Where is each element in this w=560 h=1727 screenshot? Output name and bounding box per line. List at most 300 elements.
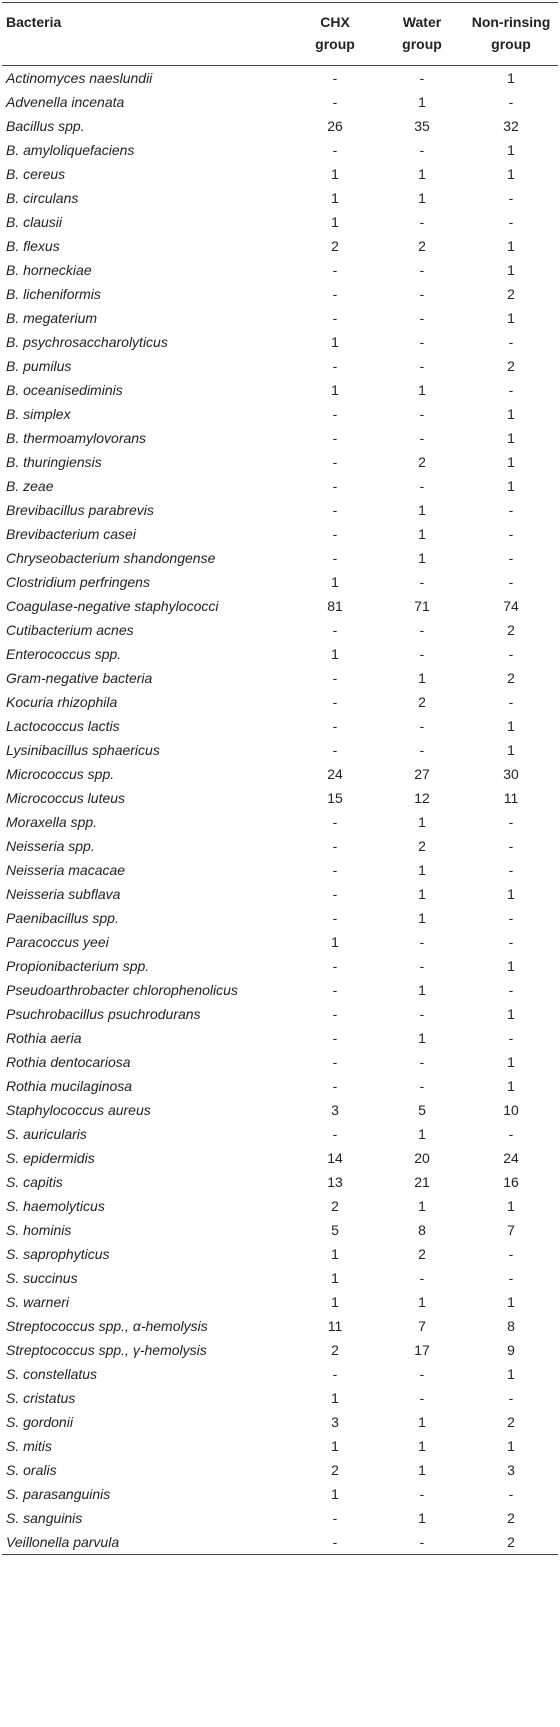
- non-rinsing-count-cell: -: [508, 1246, 514, 1262]
- non-rinsing-count-cell: 1: [507, 430, 515, 446]
- water-count-cell: 20: [414, 1150, 430, 1166]
- table-row: [2, 1170, 558, 1194]
- bacteria-name-cell: S. warneri: [6, 1294, 70, 1310]
- water-count-cell: -: [419, 334, 425, 350]
- bacteria-name-cell: Clostridium perfringens: [6, 574, 150, 590]
- chx-count-cell: 11: [327, 1318, 343, 1334]
- bacteria-name-cell: Bacillus spp.: [6, 118, 85, 134]
- non-rinsing-count-cell: -: [508, 646, 514, 662]
- table-row: [2, 618, 558, 642]
- water-count-cell: 1: [418, 670, 426, 686]
- non-rinsing-count-cell: 2: [507, 1510, 515, 1526]
- water-count-cell: -: [419, 430, 425, 446]
- non-rinsing-count-cell: -: [508, 1270, 514, 1286]
- non-rinsing-count-cell: 1: [507, 310, 515, 326]
- chx-count-cell: -: [332, 814, 338, 830]
- chx-count-cell: -: [332, 670, 338, 686]
- table-row: [2, 738, 558, 762]
- water-count-cell: -: [419, 358, 425, 374]
- chx-count-cell: 1: [331, 1270, 339, 1286]
- table-row: [2, 1098, 558, 1122]
- chx-count-cell: -: [332, 310, 338, 326]
- bacteria-name-cell: B. cereus: [6, 166, 66, 182]
- bacteria-name-cell: B. simplex: [6, 406, 71, 422]
- header-bacteria: Bacteria: [2, 3, 290, 66]
- table-row: [2, 1002, 558, 1026]
- bacteria-name-cell: S. auricularis: [6, 1126, 87, 1142]
- table-row: [2, 114, 558, 138]
- header-water-group-label: Water group: [402, 14, 442, 52]
- non-rinsing-count-cell: 3: [507, 1462, 515, 1478]
- non-rinsing-count-cell: -: [508, 526, 514, 542]
- table-row: [2, 882, 558, 906]
- table-row: [2, 1530, 558, 1555]
- chx-count-cell: -: [332, 1510, 338, 1526]
- water-count-cell: -: [419, 142, 425, 158]
- table-row: [2, 642, 558, 666]
- table-row: [2, 978, 558, 1002]
- non-rinsing-count-cell: 1: [507, 262, 515, 278]
- bacteria-name-cell: Paracoccus yeei: [6, 934, 109, 950]
- non-rinsing-count-cell: -: [508, 382, 514, 398]
- non-rinsing-count-cell: -: [508, 814, 514, 830]
- table-row: [2, 450, 558, 474]
- non-rinsing-count-cell: -: [508, 838, 514, 854]
- water-count-cell: 2: [418, 454, 426, 470]
- water-count-cell: 1: [418, 1462, 426, 1478]
- chx-count-cell: -: [332, 1006, 338, 1022]
- non-rinsing-count-cell: 1: [507, 1366, 515, 1382]
- bacteria-name-cell: B. flexus: [6, 238, 60, 254]
- bacteria-name-cell: S. constellatus: [6, 1366, 98, 1382]
- non-rinsing-count-cell: 1: [507, 1294, 515, 1310]
- bacteria-name-cell: Micrococcus spp.: [6, 766, 115, 782]
- chx-count-cell: -: [332, 1054, 338, 1070]
- bacteria-name-cell: Actinomyces naeslundii: [6, 70, 153, 86]
- table-row: [2, 666, 558, 690]
- non-rinsing-count-cell: 2: [464, 1530, 558, 1555]
- table-row: [2, 1122, 558, 1146]
- water-count-cell: 1: [418, 910, 426, 926]
- non-rinsing-count-cell: -: [508, 694, 514, 710]
- water-count-cell: 1: [418, 886, 426, 902]
- bacteria-name-cell: Advenella incenata: [6, 94, 125, 110]
- table-row: [2, 1074, 558, 1098]
- water-count-cell: 12: [414, 790, 430, 806]
- non-rinsing-count-cell: 32: [503, 118, 519, 134]
- water-count-cell: 1: [418, 814, 426, 830]
- non-rinsing-count-cell: 1: [507, 1078, 515, 1094]
- chx-count-cell: 3: [331, 1414, 339, 1430]
- bacteria-name-cell: Streptococcus spp., α-hemolysis: [6, 1318, 208, 1334]
- bacteria-name-cell: S. hominis: [6, 1222, 72, 1238]
- water-count-cell: 1: [418, 94, 426, 110]
- water-count-cell: -: [419, 718, 425, 734]
- non-rinsing-count-cell: -: [508, 550, 514, 566]
- chx-count-cell: -: [332, 502, 338, 518]
- header-chx-group-label: CHX group: [315, 14, 355, 52]
- non-rinsing-count-cell: 1: [507, 166, 515, 182]
- non-rinsing-count-cell: 1: [507, 70, 515, 86]
- chx-count-cell: -: [332, 478, 338, 494]
- chx-count-cell: -: [332, 430, 338, 446]
- bacteria-name-cell: S. saprophyticus: [6, 1246, 110, 1262]
- water-count-cell: -: [419, 1270, 425, 1286]
- water-count-cell: 1: [418, 1198, 426, 1214]
- bacteria-name-cell: Veillonella parvula: [2, 1530, 290, 1555]
- chx-count-cell: 24: [327, 766, 343, 782]
- chx-count-cell: -: [332, 862, 338, 878]
- water-count-cell: 27: [414, 766, 430, 782]
- non-rinsing-count-cell: 1: [507, 958, 515, 974]
- water-count-cell: 1: [418, 1126, 426, 1142]
- non-rinsing-count-cell: -: [508, 574, 514, 590]
- non-rinsing-count-cell: 1: [507, 454, 515, 470]
- water-count-cell: -: [419, 262, 425, 278]
- water-count-cell: 21: [414, 1174, 430, 1190]
- table-row: [2, 594, 558, 618]
- water-count-cell: -: [419, 1390, 425, 1406]
- chx-count-cell: 5: [331, 1222, 339, 1238]
- water-count-cell: 1: [418, 1414, 426, 1430]
- chx-count-cell: 1: [331, 382, 339, 398]
- chx-count-cell: 2: [331, 1198, 339, 1214]
- table-row: [2, 498, 558, 522]
- chx-count-cell: 81: [327, 598, 343, 614]
- water-count-cell: 1: [418, 982, 426, 998]
- chx-count-cell: 13: [327, 1174, 343, 1190]
- chx-count-cell: -: [332, 454, 338, 470]
- chx-count-cell: -: [332, 406, 338, 422]
- table-row: [2, 810, 558, 834]
- bacteria-name-cell: Brevibacterium casei: [6, 526, 136, 542]
- non-rinsing-count-cell: 2: [507, 622, 515, 638]
- chx-count-cell: 1: [331, 1294, 339, 1310]
- water-count-cell: 1: [418, 1294, 426, 1310]
- table-row: [2, 210, 558, 234]
- bacteria-name-cell: S. mitis: [6, 1438, 52, 1454]
- water-count-cell: -: [419, 574, 425, 590]
- non-rinsing-count-cell: -: [508, 214, 514, 230]
- non-rinsing-count-cell: 2: [507, 286, 515, 302]
- table-row: [2, 1338, 558, 1362]
- chx-count-cell: 1: [331, 574, 339, 590]
- chx-count-cell: -: [332, 958, 338, 974]
- chx-count-cell: -: [332, 694, 338, 710]
- chx-count-cell: 1: [331, 166, 339, 182]
- chx-count-cell: -: [332, 838, 338, 854]
- water-count-cell: -: [419, 1054, 425, 1070]
- chx-count-cell: 1: [331, 1390, 339, 1406]
- water-count-cell: 1: [418, 1030, 426, 1046]
- water-count-cell: 1: [418, 1438, 426, 1454]
- water-count-cell: -: [419, 214, 425, 230]
- water-count-cell: 2: [418, 1246, 426, 1262]
- table-row: [2, 354, 558, 378]
- non-rinsing-count-cell: 7: [507, 1222, 515, 1238]
- non-rinsing-count-cell: 9: [507, 1342, 515, 1358]
- non-rinsing-count-cell: 1: [507, 718, 515, 734]
- table-row: [2, 930, 558, 954]
- chx-count-cell: -: [332, 742, 338, 758]
- bacteria-name-cell: B. pumilus: [6, 358, 72, 374]
- table-row: [2, 1242, 558, 1266]
- water-count-cell: -: [419, 622, 425, 638]
- non-rinsing-count-cell: 1: [507, 1054, 515, 1070]
- non-rinsing-count-cell: 1: [507, 886, 515, 902]
- chx-count-cell: 1: [331, 334, 339, 350]
- bacteria-table: [2, 2, 558, 1555]
- chx-count-cell: -: [332, 1366, 338, 1382]
- bacteria-name-cell: Neisseria subflava: [6, 886, 121, 902]
- chx-count-cell: -: [332, 142, 338, 158]
- water-count-cell: -: [419, 742, 425, 758]
- non-rinsing-count-cell: -: [508, 190, 514, 206]
- table-row: [2, 1026, 558, 1050]
- non-rinsing-count-cell: -: [508, 1126, 514, 1142]
- bacteria-name-cell: B. licheniformis: [6, 286, 101, 302]
- chx-count-cell: 2: [331, 1462, 339, 1478]
- water-count-cell: -: [419, 70, 425, 86]
- table-row: [2, 66, 558, 91]
- water-count-cell: 35: [414, 118, 430, 134]
- non-rinsing-count-cell: 2: [507, 358, 515, 374]
- bacteria-name-cell: Rothia aeria: [6, 1030, 82, 1046]
- bacteria-name-cell: Staphylococcus aureus: [6, 1102, 151, 1118]
- chx-count-cell: -: [332, 622, 338, 638]
- non-rinsing-count-cell: -: [508, 862, 514, 878]
- bacteria-name-cell: Micrococcus luteus: [6, 790, 126, 806]
- table-row: [2, 1362, 558, 1386]
- table-row: [2, 1506, 558, 1530]
- table-row: [2, 306, 558, 330]
- chx-count-cell: -: [332, 70, 338, 86]
- non-rinsing-count-cell: 1: [507, 142, 515, 158]
- water-count-cell: 7: [418, 1318, 426, 1334]
- water-count-cell: -: [419, 1486, 425, 1502]
- non-rinsing-count-cell: -: [508, 502, 514, 518]
- water-count-cell: -: [419, 286, 425, 302]
- chx-count-cell: 26: [327, 118, 343, 134]
- table-row: [2, 282, 558, 306]
- non-rinsing-count-cell: 16: [503, 1174, 519, 1190]
- non-rinsing-count-cell: 1: [507, 742, 515, 758]
- water-count-cell: 1: [418, 502, 426, 518]
- water-count-cell: 71: [414, 598, 430, 614]
- header-chx-group: [290, 3, 380, 66]
- water-count-cell: 17: [414, 1342, 430, 1358]
- bacteria-name-cell: Streptococcus spp., γ-hemolysis: [6, 1342, 207, 1358]
- water-count-cell: -: [419, 934, 425, 950]
- water-count-cell: 2: [418, 838, 426, 854]
- table-row: [2, 1386, 558, 1410]
- chx-count-cell: -: [332, 886, 338, 902]
- table-row: [2, 954, 558, 978]
- chx-count-cell: 1: [331, 190, 339, 206]
- bacteria-name-cell: Rothia dentocariosa: [6, 1054, 131, 1070]
- table-row: [2, 1290, 558, 1314]
- non-rinsing-count-cell: 11: [503, 790, 519, 806]
- bacteria-name-cell: Paenibacillus spp.: [6, 910, 119, 926]
- bacteria-name-cell: S. capitis: [6, 1174, 63, 1190]
- non-rinsing-count-cell: -: [508, 94, 514, 110]
- table-row: [2, 330, 558, 354]
- water-count-cell: -: [380, 1530, 464, 1555]
- water-count-cell: -: [419, 406, 425, 422]
- non-rinsing-count-cell: -: [508, 910, 514, 926]
- table-header: [2, 3, 558, 66]
- bacteria-name-cell: Moraxella spp.: [6, 814, 98, 830]
- bacteria-name-cell: S. epidermidis: [6, 1150, 95, 1166]
- table-row: [2, 1218, 558, 1242]
- table-row: [2, 906, 558, 930]
- table-row: [2, 834, 558, 858]
- non-rinsing-count-cell: 24: [503, 1150, 519, 1166]
- water-count-cell: -: [419, 310, 425, 326]
- table-row: [2, 426, 558, 450]
- bacteria-name-cell: S. sanguinis: [6, 1510, 83, 1526]
- table-row: [2, 1482, 558, 1506]
- water-count-cell: 1: [418, 382, 426, 398]
- non-rinsing-count-cell: 1: [507, 1438, 515, 1454]
- chx-count-cell: -: [332, 1030, 338, 1046]
- non-rinsing-count-cell: 74: [503, 598, 519, 614]
- bacteria-name-cell: Brevibacillus parabrevis: [6, 502, 154, 518]
- chx-count-cell: 3: [331, 1102, 339, 1118]
- non-rinsing-count-cell: -: [508, 1030, 514, 1046]
- table-row: [2, 258, 558, 282]
- chx-count-cell: -: [332, 550, 338, 566]
- bacteria-name-cell: Gram-negative bacteria: [6, 670, 153, 686]
- chx-count-cell: -: [332, 94, 338, 110]
- table-row: [2, 1194, 558, 1218]
- bacteria-name-cell: B. psychrosaccharolyticus: [6, 334, 168, 350]
- chx-count-cell: 14: [327, 1150, 343, 1166]
- bacteria-name-cell: B. clausii: [6, 214, 63, 230]
- bacteria-name-cell: B. circulans: [6, 190, 79, 206]
- bacteria-name-cell: S. oralis: [6, 1462, 57, 1478]
- chx-count-cell: -: [332, 910, 338, 926]
- bacteria-name-cell: Pseudoarthrobacter chlorophenolicus: [6, 982, 238, 998]
- table-row: [2, 1146, 558, 1170]
- chx-count-cell: -: [332, 358, 338, 374]
- table-row: [2, 786, 558, 810]
- bacteria-name-cell: Enterococcus spp.: [6, 646, 122, 662]
- bacteria-name-cell: Cutibacterium acnes: [6, 622, 134, 638]
- bacteria-name-cell: Chryseobacterium shandongense: [6, 550, 216, 566]
- non-rinsing-count-cell: 1: [507, 238, 515, 254]
- bacteria-name-cell: Neisseria macacae: [6, 862, 126, 878]
- chx-count-cell: -: [332, 526, 338, 542]
- non-rinsing-count-cell: 1: [507, 406, 515, 422]
- non-rinsing-count-cell: 2: [507, 670, 515, 686]
- table-row: [2, 570, 558, 594]
- table-row: [2, 1266, 558, 1290]
- water-count-cell: 2: [418, 694, 426, 710]
- chx-count-cell: 2: [331, 1342, 339, 1358]
- chx-count-cell: -: [332, 1126, 338, 1142]
- bacteria-name-cell: B. thermoamylovorans: [6, 430, 147, 446]
- table-row: [2, 762, 558, 786]
- bacteria-name-cell: B. oceanisediminis: [6, 382, 123, 398]
- chx-count-cell: -: [332, 262, 338, 278]
- chx-count-cell: 1: [331, 1246, 339, 1262]
- table-row: [2, 138, 558, 162]
- table-row: [2, 1410, 558, 1434]
- bacteria-name-cell: B. megaterium: [6, 310, 98, 326]
- bacteria-name-cell: Propionibacterium spp.: [6, 958, 150, 974]
- table-row: [2, 714, 558, 738]
- table-row: [2, 402, 558, 426]
- header-row: [2, 3, 558, 66]
- water-count-cell: 5: [418, 1102, 426, 1118]
- water-count-cell: 1: [418, 166, 426, 182]
- table-row: [2, 1314, 558, 1338]
- table-row: [2, 546, 558, 570]
- non-rinsing-count-cell: 8: [507, 1318, 515, 1334]
- non-rinsing-count-cell: 10: [503, 1102, 519, 1118]
- bacteria-name-cell: Neisseria spp.: [6, 838, 95, 854]
- bacteria-name-cell: S. cristatus: [6, 1390, 76, 1406]
- table-row: [2, 186, 558, 210]
- water-count-cell: -: [419, 1366, 425, 1382]
- non-rinsing-count-cell: 2: [507, 1414, 515, 1430]
- chx-count-cell: -: [332, 286, 338, 302]
- header-non-rinsing-group-label: Non-rinsing group: [471, 14, 551, 52]
- chx-count-cell: 1: [331, 1438, 339, 1454]
- bacteria-name-cell: Rothia mucilaginosa: [6, 1078, 133, 1094]
- chx-count-cell: 1: [331, 214, 339, 230]
- bacteria-name-cell: Lactococcus lactis: [6, 718, 120, 734]
- chx-count-cell: -: [290, 1530, 380, 1555]
- non-rinsing-count-cell: -: [508, 334, 514, 350]
- water-count-cell: 1: [418, 526, 426, 542]
- table-row: [2, 1434, 558, 1458]
- bacteria-name-cell: S. gordonii: [6, 1414, 73, 1430]
- bacteria-name-cell: Kocuria rhizophila: [6, 694, 118, 710]
- bacteria-name-cell: S. succinus: [6, 1270, 78, 1286]
- bacteria-name-cell: S. parasanguinis: [6, 1486, 111, 1502]
- chx-count-cell: 1: [331, 646, 339, 662]
- bacteria-name-cell: B. zeae: [6, 478, 54, 494]
- water-count-cell: 1: [418, 190, 426, 206]
- table-row: [2, 522, 558, 546]
- non-rinsing-count-cell: -: [508, 1486, 514, 1502]
- water-count-cell: 1: [418, 862, 426, 878]
- chx-count-cell: -: [332, 718, 338, 734]
- table-row: [2, 234, 558, 258]
- non-rinsing-count-cell: -: [508, 1390, 514, 1406]
- header-non-rinsing-group: [464, 3, 558, 66]
- table-row: [2, 1458, 558, 1482]
- chx-count-cell: 1: [331, 1486, 339, 1502]
- water-count-cell: -: [419, 1006, 425, 1022]
- water-count-cell: -: [419, 958, 425, 974]
- water-count-cell: -: [419, 478, 425, 494]
- table-row: [2, 690, 558, 714]
- water-count-cell: 1: [418, 1510, 426, 1526]
- bacteria-name-cell: Lysinibacillus sphaericus: [6, 742, 160, 758]
- non-rinsing-count-cell: 1: [507, 1198, 515, 1214]
- non-rinsing-count-cell: 1: [507, 478, 515, 494]
- water-count-cell: -: [419, 1078, 425, 1094]
- table-row: [2, 1050, 558, 1074]
- non-rinsing-count-cell: 1: [507, 1006, 515, 1022]
- chx-count-cell: 15: [327, 790, 343, 806]
- table-row: [2, 162, 558, 186]
- water-count-cell: 8: [418, 1222, 426, 1238]
- table-row: [2, 474, 558, 498]
